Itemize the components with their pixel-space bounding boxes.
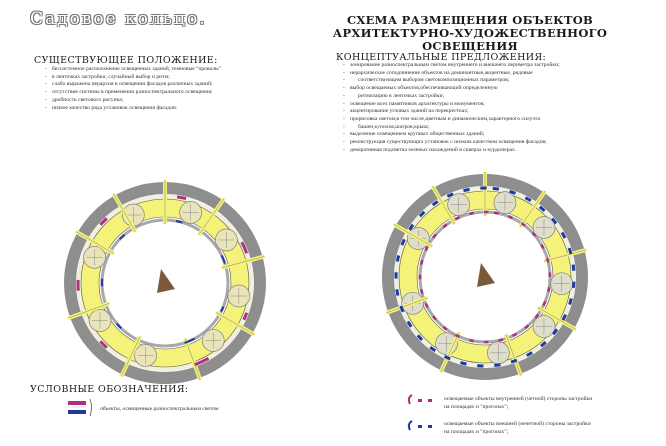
lit-object-magenta bbox=[177, 197, 186, 199]
concept-item: - акцентирование угловых зданий на перекрестках; bbox=[342, 108, 642, 116]
legend-blue-bar bbox=[68, 410, 86, 414]
lit-object-outer-blue bbox=[570, 299, 572, 305]
concept-item: - выделение освещением крупных общественных зданий; bbox=[342, 131, 642, 139]
concept-heading: КОНЦЕПТУАЛЬНЫЕ ПРЕДЛОЖЕНИЯ: bbox=[336, 52, 547, 63]
legend-inner-line2: на площадях и "прогонах"; bbox=[444, 403, 509, 410]
lit-object-inner-magenta bbox=[443, 224, 447, 227]
concept-list bbox=[342, 62, 642, 154]
legend-outer-line1: освещаемые объекты внешней (нечетной) стороны застройки bbox=[444, 421, 591, 427]
concept-item: - реконструкция существующих установок с низким качеством освещения фасадов; bbox=[342, 139, 642, 147]
existing-heading: СУЩЕСТВУЮЩЕЕ ПОЛОЖЕНИЕ: bbox=[34, 55, 218, 66]
existing-list bbox=[44, 66, 314, 112]
concept-item: - освещение всех памятников архитектуры и монументов; bbox=[342, 101, 642, 109]
concept-item: - декоративная подсветка зеленых насаждений в скверах и курдонерах. bbox=[342, 147, 642, 155]
lit-object-inner-magenta bbox=[494, 213, 498, 214]
concept-item: - башен,куполов,шатров,крыш; bbox=[342, 124, 642, 132]
legend-text-outer bbox=[444, 421, 591, 436]
lit-object-outer-blue bbox=[494, 365, 500, 366]
lit-object-outer-blue bbox=[510, 191, 516, 193]
lit-object-outer-blue bbox=[397, 289, 398, 295]
concept-item: - прорисовка светом,в том числе,цветным и динамическим,характерного силуэта bbox=[342, 116, 642, 124]
existing-item: - бессистемное расположение освещенных зданий, темновые "провалы" bbox=[44, 66, 314, 74]
legend-inner-line1: освещаемые объекты внутренней (четной) стороны застройки bbox=[444, 396, 593, 402]
ring-diagram-existing bbox=[60, 178, 270, 388]
existing-item: - низкое качество ряда установок освещения фасадов. bbox=[44, 105, 314, 113]
center-monument bbox=[477, 263, 495, 287]
legend-outer-dash bbox=[418, 425, 422, 428]
lit-object-outer-blue bbox=[401, 306, 403, 312]
lit-object-inner-magenta bbox=[525, 325, 528, 328]
legend-inner-dash bbox=[428, 399, 432, 402]
lit-object-outer-blue bbox=[573, 282, 574, 288]
lit-object-inner-magenta bbox=[499, 339, 503, 340]
lit-object-inner-magenta bbox=[455, 217, 459, 219]
right-title: СХЕМА РАЗМЕЩЕНИЯ ОБЪЕКТОВ АРХИТЕКТУРНО-ХУДОЖЕСТВЕННОГО ОСВЕЩЕНИЯ bbox=[332, 13, 608, 53]
lit-object-inner-magenta bbox=[508, 216, 512, 218]
lit-object-inner-magenta bbox=[421, 260, 422, 264]
concept-item: - соответствующим выбором светокомпозиционных параметров; bbox=[342, 77, 642, 85]
legend-brace bbox=[90, 399, 92, 416]
concept-item: - зонирование разноспектральным светом внутреннего и внешнего периметра застройки; bbox=[342, 62, 642, 70]
existing-item: - в ленточках застройки, случайный выбор и ритм; bbox=[44, 74, 314, 82]
legend-text-multispectral: объекты, освещенные разноспектральным светом bbox=[100, 406, 219, 412]
legend-outer-arrow bbox=[409, 421, 412, 430]
existing-item: - дробность светового рисунка; bbox=[44, 97, 314, 105]
legend-swatch-multispectral bbox=[66, 398, 96, 420]
left-title: Садовое кольцо. bbox=[30, 9, 207, 29]
center-monument bbox=[157, 269, 175, 293]
legend-swatches-sides bbox=[404, 390, 440, 440]
lit-object-inner-magenta bbox=[543, 301, 545, 305]
lit-object-outer-blue bbox=[511, 360, 517, 362]
lit-object-inner-magenta bbox=[421, 289, 422, 293]
legend-gap bbox=[68, 406, 86, 408]
legend-inner-dash bbox=[418, 399, 422, 402]
lit-object-inner-magenta bbox=[547, 258, 548, 262]
lit-object-outer-blue bbox=[573, 265, 574, 271]
lit-object-inner-magenta bbox=[548, 287, 549, 291]
lit-object-outer-blue bbox=[493, 188, 499, 189]
existing-item: - слабо выражена иерархия в освещении фасадов различных зданий; bbox=[44, 81, 314, 89]
lit-object-inner-magenta bbox=[469, 340, 473, 341]
legend-outer-line2: на площадях и "прогонах"; bbox=[444, 428, 509, 435]
legend-inner-arrow bbox=[409, 395, 412, 404]
lit-object-outer-blue bbox=[397, 255, 398, 261]
legend-magenta-bar bbox=[68, 401, 86, 405]
existing-item: - отсутствие системы в применении разноспектрального освещения; bbox=[44, 89, 314, 97]
lit-object-outer-blue bbox=[463, 189, 469, 190]
concept-item: - ритмизацию в ленточках застройки; bbox=[342, 93, 642, 101]
lit-object-inner-magenta bbox=[455, 335, 459, 337]
legend-heading: УСЛОВНЫЕ ОБОЗНАЧЕНИЯ: bbox=[30, 384, 189, 395]
ring-diagram-concept bbox=[378, 170, 592, 384]
legend-text-inner bbox=[444, 396, 592, 411]
legend-outer-dash bbox=[428, 425, 432, 428]
concept-item: - иерархическое соподчинение объектов на доминантные,акцентные, рядовые bbox=[342, 70, 642, 78]
lit-object-inner-magenta bbox=[443, 327, 447, 330]
lit-object-outer-blue bbox=[460, 363, 466, 365]
lit-object-inner-magenta bbox=[433, 234, 436, 238]
lit-object-inner-magenta bbox=[433, 316, 436, 320]
concept-item: - выбор освещаемых объектов,обеспечивающий определенную bbox=[342, 85, 642, 93]
lit-object-outer-blue bbox=[569, 248, 571, 254]
lit-object-inner-magenta bbox=[469, 213, 473, 214]
